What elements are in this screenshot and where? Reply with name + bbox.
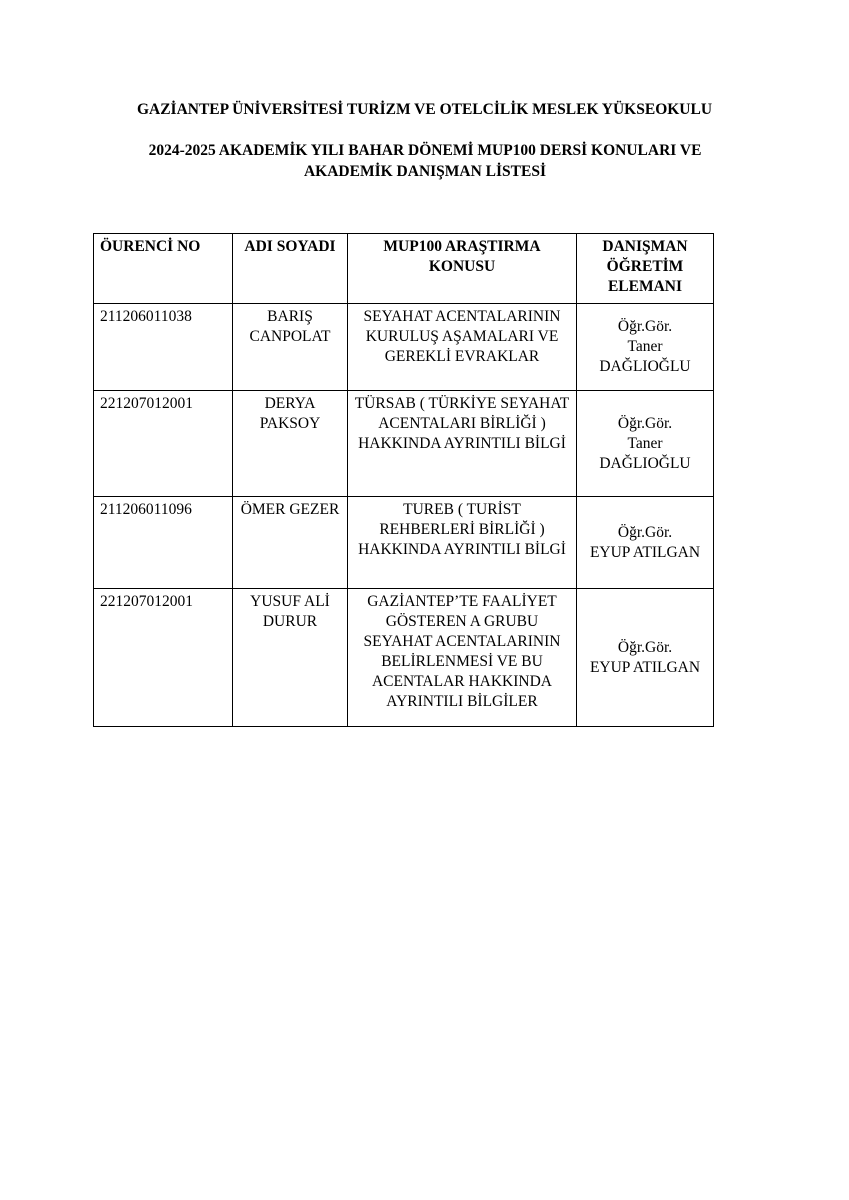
- student-no-cell: 221207012001: [94, 391, 233, 497]
- advisor-cell: [577, 304, 714, 391]
- topic-cell: SEYAHAT ACENTALARININ KURULUŞ AŞAMALARI VE GEREKLİ EVRAKLAR: [348, 304, 577, 391]
- header-advisor: DANIŞMAN ÖĞRETİM ELEMANI: [577, 234, 714, 304]
- header-student-no: ÖURENCİ NO: [94, 234, 233, 304]
- student-name-cell: DERYA PAKSOY: [233, 391, 348, 497]
- advisor-cell: [577, 589, 714, 727]
- topic-cell: GAZİANTEP’TE FAALİYET GÖSTEREN A GRUBU SEYAHAT ACENTALARININ BELİRLENMESİ VE BU ACENTALAR HAKKINDA AYRINTILI BİLGİLER: [348, 589, 577, 727]
- advisor-cell: [577, 497, 714, 589]
- advisor-title: Öğr.Gör.: [617, 318, 673, 335]
- table-row: [94, 304, 714, 391]
- table-row: [94, 497, 714, 589]
- header-name: ADI SOYADI: [233, 234, 348, 304]
- student-no-cell: 211206011038: [94, 304, 233, 391]
- advisor-cell: [577, 391, 714, 497]
- student-name-cell: BARIŞ CANPOLAT: [233, 304, 348, 391]
- student-name-cell: ÖMER GEZER: [233, 497, 348, 589]
- header-topic: MUP100 ARAŞTIRMA KONUSU: [348, 234, 577, 304]
- advisor-name: Taner DAĞLIOĞLU: [599, 338, 691, 375]
- student-no-cell: 221207012001: [94, 589, 233, 727]
- advisor-name: EYUP ATILGAN: [589, 658, 701, 676]
- advisor-title: Öğr.Gör.: [617, 414, 673, 432]
- topic-cell: TÜRSAB ( TÜRKİYE SEYAHAT ACENTALARI BİRLİĞİ ) HAKKINDA AYRINTILI BİLGİ: [348, 391, 577, 497]
- document-title: GAZİANTEP ÜNİVERSİTESİ TURİZM VE OTELCİLİK MESLEK YÜKSEOKULU: [136, 101, 713, 118]
- advisor-name: EYUP ATILGAN: [589, 543, 701, 561]
- advisor-title: Öğr.Gör.: [617, 638, 673, 656]
- topic-cell: TUREB ( TURİST REHBERLERİ BİRLİĞİ ) HAKKINDA AYRINTILI BİLGİ: [348, 497, 577, 589]
- table-header-row: [94, 234, 714, 304]
- student-no-cell: 211206011096: [94, 497, 233, 589]
- document-subtitle: 2024-2025 AKADEMİK YILI BAHAR DÖNEMİ MUP100 DERSİ KONULARI VE AKADEMİK DANIŞMAN LİSTESİ: [148, 142, 702, 180]
- student-name-cell: YUSUF ALİ DURUR: [233, 589, 348, 727]
- advisor-name: Taner DAĞLIOĞLU: [599, 434, 691, 472]
- advisor-table: [93, 233, 714, 727]
- advisor-title: Öğr.Gör.: [617, 523, 673, 541]
- table-row: [94, 391, 714, 497]
- table-row: [94, 589, 714, 727]
